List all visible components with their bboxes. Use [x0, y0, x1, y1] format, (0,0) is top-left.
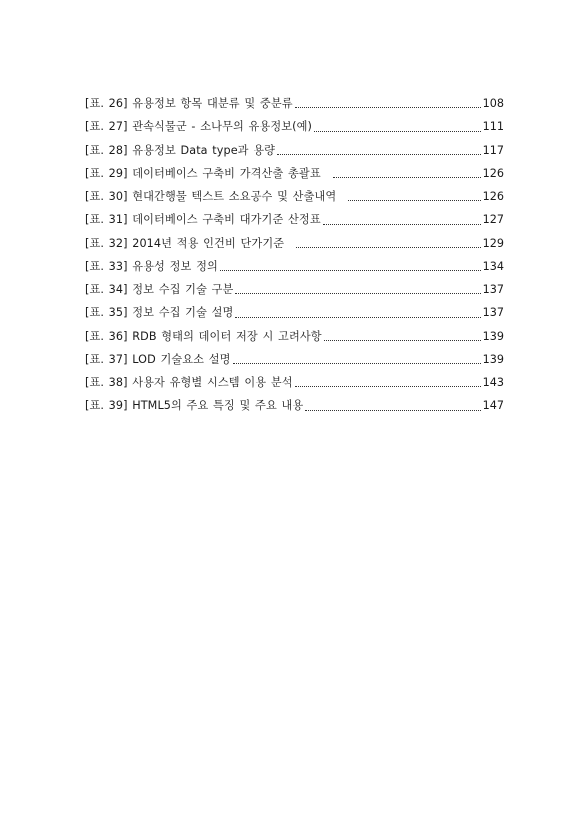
toc-dot-leader — [314, 130, 481, 132]
toc-entry[interactable] — [85, 394, 504, 417]
toc-entry-page-number: 134 — [482, 259, 504, 273]
toc-dot-leader — [333, 176, 481, 178]
toc-entry[interactable] — [85, 255, 504, 278]
toc-entry-title: [표. 26] 유용정보 항목 대분류 및 중분류 — [85, 97, 293, 110]
toc-entry-title: [표. 32] 2014년 적용 인건비 단가기준 — [85, 236, 285, 250]
toc-entry[interactable] — [85, 185, 504, 208]
toc-entry-title: [표. 28] 유용정보 Data type과 용량 — [85, 143, 276, 157]
toc-entry[interactable] — [85, 325, 504, 348]
toc-dot-leader — [277, 153, 481, 155]
toc-dot-leader — [348, 199, 480, 201]
toc-entry[interactable] — [85, 115, 504, 138]
toc-entry-title: [표. 39] HTML5의 주요 특징 및 주요 내용 — [85, 399, 304, 413]
toc-entry-title: [표. 30] 현대간행물 텍스트 소요공수 및 산출내역 — [85, 190, 337, 203]
toc-entry-title: [표. 27] 관속식물군 - 소나무의 유용정보(예) — [85, 120, 312, 134]
toc-entry[interactable] — [85, 162, 504, 185]
toc-entry[interactable] — [85, 278, 504, 301]
toc-entry-page-number: 147 — [482, 399, 504, 413]
toc-dot-leader — [235, 316, 480, 318]
toc-entry[interactable] — [85, 348, 504, 371]
toc-entry-title: [표. 33] 유용성 정보 정의 — [85, 259, 218, 273]
toc-entry-page-number: 137 — [482, 283, 504, 296]
toc-entry-page-number: 143 — [482, 376, 504, 389]
toc-dot-leader — [233, 362, 481, 364]
toc-entry-page-number: 127 — [482, 213, 504, 227]
toc-entry-page-number: 139 — [482, 352, 504, 366]
toc-entry-page-number: 139 — [482, 329, 504, 343]
toc-entry[interactable] — [85, 371, 504, 394]
toc-entry-page-number: 126 — [482, 166, 504, 180]
toc-dot-leader — [324, 339, 481, 341]
toc-dot-leader — [305, 409, 480, 411]
toc-dot-leader — [220, 269, 481, 271]
toc-entry[interactable] — [85, 92, 504, 115]
toc-dot-leader — [235, 292, 480, 294]
toc-entry-title: [표. 37] LOD 기술요소 설명 — [85, 352, 231, 366]
toc-entry[interactable] — [85, 232, 504, 255]
toc-entry-page-number: 137 — [482, 306, 504, 320]
table-of-contents-list — [85, 92, 504, 418]
toc-entry-page-number: 129 — [482, 236, 504, 250]
toc-entry-page-number: 108 — [482, 97, 504, 110]
toc-entry[interactable] — [85, 139, 504, 162]
toc-dot-leader — [295, 106, 481, 108]
toc-entry-title: [표. 36] RDB 형태의 데이터 저장 시 고려사항 — [85, 329, 322, 343]
toc-entry-title: [표. 34] 정보 수집 기술 구분 — [85, 283, 234, 296]
toc-entry-page-number: 117 — [482, 143, 504, 157]
toc-entry[interactable] — [85, 301, 504, 324]
toc-entry-page-number: 126 — [482, 190, 504, 203]
toc-entry[interactable] — [85, 208, 504, 231]
toc-dot-leader — [323, 223, 481, 225]
toc-entry-title: [표. 35] 정보 수집 기술 설명 — [85, 306, 234, 320]
toc-entry-title: [표. 38] 사용자 유형별 시스템 이용 분석 — [85, 376, 293, 389]
toc-dot-leader — [295, 385, 481, 387]
toc-entry-title: [표. 31] 데이터베이스 구축비 대가기준 산정표 — [85, 213, 321, 227]
toc-dot-leader — [296, 246, 480, 248]
toc-entry-title: [표. 29] 데이터베이스 구축비 가격산출 총괄표 — [85, 166, 321, 180]
toc-entry-page-number: 111 — [482, 120, 504, 134]
